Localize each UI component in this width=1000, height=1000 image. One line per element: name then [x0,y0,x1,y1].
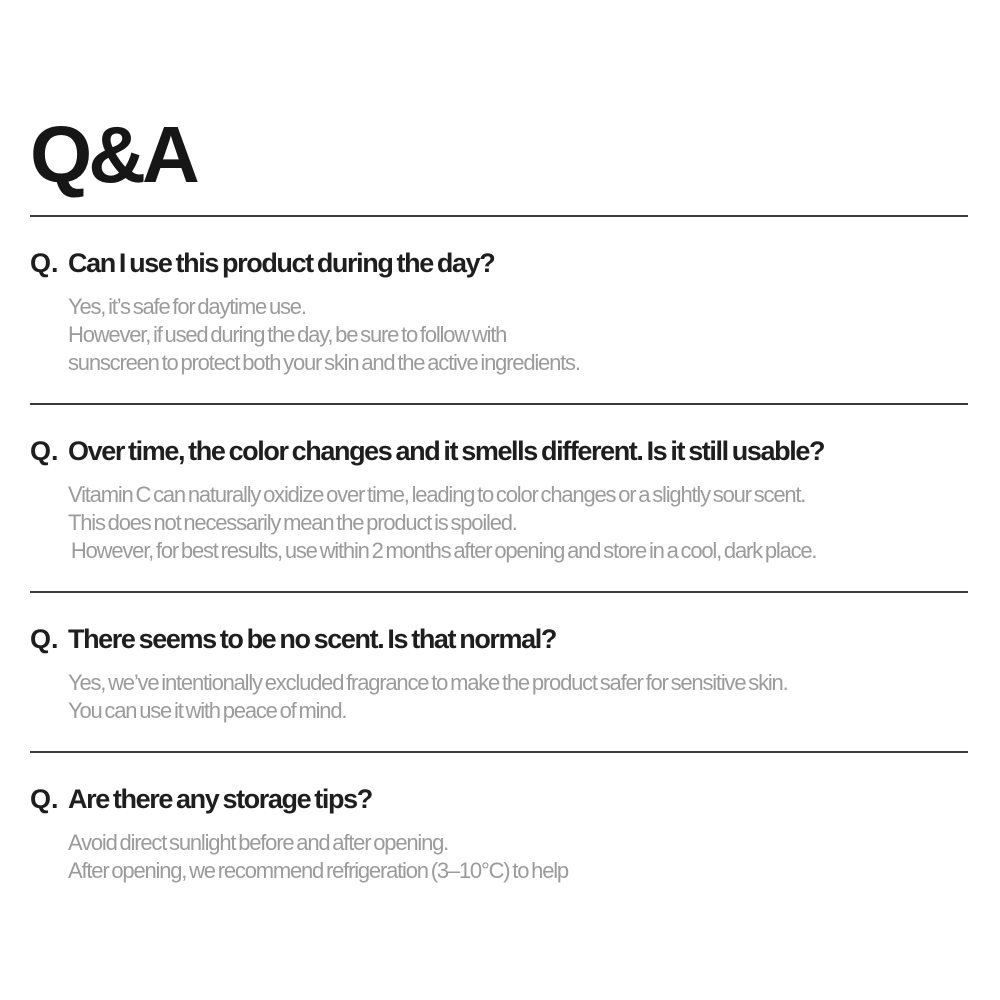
qa-section [30,215,968,403]
answer-line: Avoid direct sunlight before and after opening. [68,830,449,855]
question-heading [30,434,968,468]
question-marker: Q. [30,624,59,654]
answer-line: This does not necessarily mean the product is spoiled. [68,510,517,535]
question-text: Over time, the color changes and it smells different. Is it still usable? [68,436,825,466]
question-marker: Q. [30,248,59,278]
answer-line: After opening, we recommend refrigeration (3–10°C) to help [68,858,568,883]
qa-section [30,591,968,751]
question-marker: Q. [30,436,59,466]
qa-section [30,751,968,911]
answer-line: However, for best results, use within 2 months after opening and store in a cool, dark place. [68,538,817,563]
question-text: Can I use this product during the day? [68,248,495,278]
question-heading [30,622,968,656]
answer-block [68,481,968,565]
answer-line: sunscreen to protect both your skin and the active ingredients. [68,350,580,375]
answer-line: You can use it with peace of mind. [68,698,347,723]
answer-line: Yes, it’s safe for daytime use. [68,294,306,319]
question-text: Are there any storage tips? [68,784,372,814]
answer-block [68,669,968,725]
question-marker: Q. [30,784,59,814]
qa-section [30,403,968,591]
page-title: Q&A [30,110,196,199]
question-heading [30,782,968,816]
answer-line: Yes, we’ve intentionally excluded fragrance to make the product safer for sensitive skin. [68,670,788,695]
answer-block [68,829,968,885]
answer-block [68,293,968,377]
question-text: There seems to be no scent. Is that normal? [68,624,556,654]
question-heading [30,246,968,280]
answer-line: However, if used during the day, be sure to follow with [68,322,507,347]
answer-line: Vitamin C can naturally oxidize over time, leading to color changes or a slightly sour scent. [68,482,806,507]
